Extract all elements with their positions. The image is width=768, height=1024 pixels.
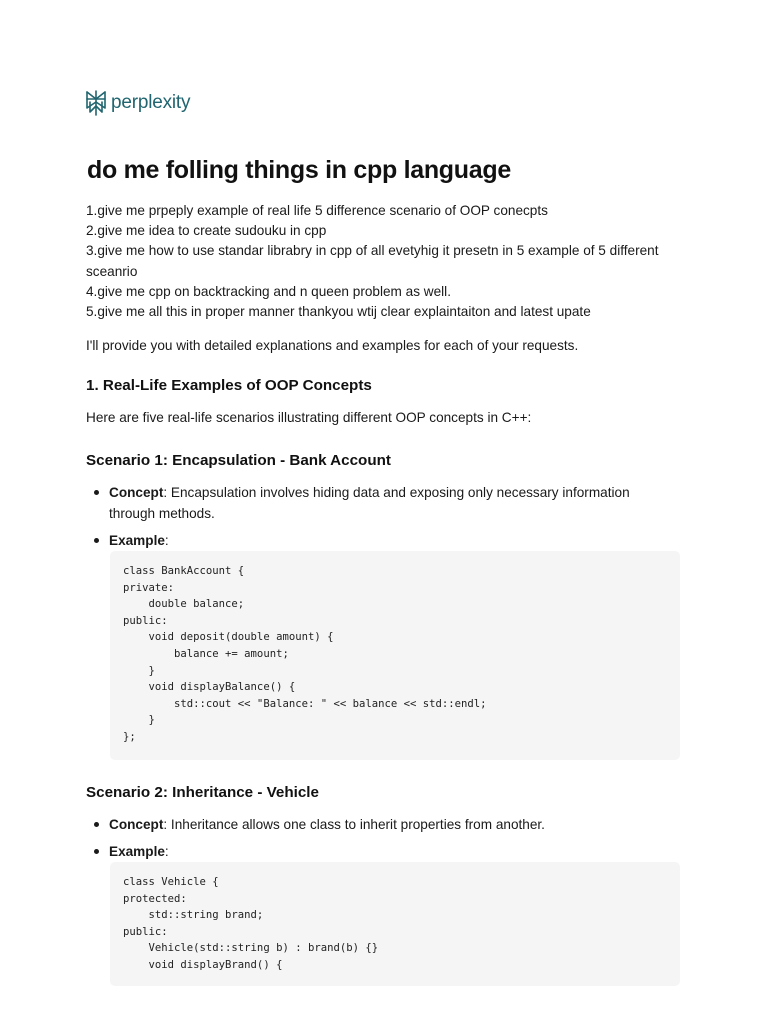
perplexity-logo-icon	[85, 90, 107, 116]
question-line: 4.give me cpp on backtracking and n queen problem as well.	[86, 283, 451, 299]
scenario-2-concept-item	[109, 814, 679, 835]
scenario-2-example-item: Example:	[109, 841, 679, 862]
concept-text: : Encapsulation involves hiding data and exposing only necessary information	[163, 485, 630, 500]
answer-intro: I'll provide you with detailed explanations and examples for each of your requests.	[86, 338, 579, 353]
code-text[interactable]: class Vehicle { protected: std::string brand; public: Vehicle(std::string b) : brand(b) {} void displayBrand() {	[123, 876, 379, 971]
page-title: do me folling things in cpp language	[87, 156, 511, 184]
perplexity-logo	[85, 89, 190, 117]
scenario-1-example-item: Example:	[109, 530, 679, 551]
section-lead: Here are five real-life scenarios illustrating different OOP concepts in C++:	[86, 410, 532, 425]
code-block-bank-account[interactable]	[110, 551, 680, 760]
question-line: 1.give me prpeply example of real life 5 difference scenario of OOP conecpts	[86, 203, 548, 218]
concept-label: Concept	[109, 817, 164, 832]
section-heading-oop: 1. Real-Life Examples of OOP Concepts	[86, 377, 372, 394]
concept-text-continued: through methods.	[109, 506, 215, 521]
question-line: 2.give me idea to create sudouku in cpp	[86, 223, 327, 239]
question-line: sceanrio	[86, 263, 138, 279]
scenario-1-heading: Scenario 1: Encapsulation - Bank Account	[86, 452, 391, 469]
scenario-2-heading: Scenario 2: Inheritance - Vehicle	[86, 784, 319, 801]
code-text[interactable]: class BankAccount { private: double balance; public: void deposit(double amount) { balance += amount; } void displayBalance() { std::cout << "Balance: " << balance << std::endl; } };	[123, 565, 487, 743]
example-label: Example	[109, 844, 165, 859]
example-label: Example	[109, 533, 165, 548]
bullet-dot	[94, 822, 99, 827]
bullet-dot	[94, 490, 99, 495]
bullet-dot	[94, 538, 99, 543]
brand-name: perplexity	[111, 92, 191, 113]
code-block-vehicle[interactable]	[110, 862, 680, 986]
concept-label: Concept	[109, 485, 164, 500]
user-question	[86, 201, 696, 322]
bullet-dot	[94, 849, 99, 854]
scenario-1-concept-item	[109, 482, 679, 524]
question-line: 3.give me how to use standar librabry in cpp of all evetyhig it presetn in 5 example of 5 different	[86, 243, 659, 259]
question-line: 5.give me all this in proper manner thankyou wtij clear explaintaiton and latest upate	[86, 304, 591, 320]
concept-text: : Inheritance allows one class to inherit properties from another.	[163, 817, 545, 832]
